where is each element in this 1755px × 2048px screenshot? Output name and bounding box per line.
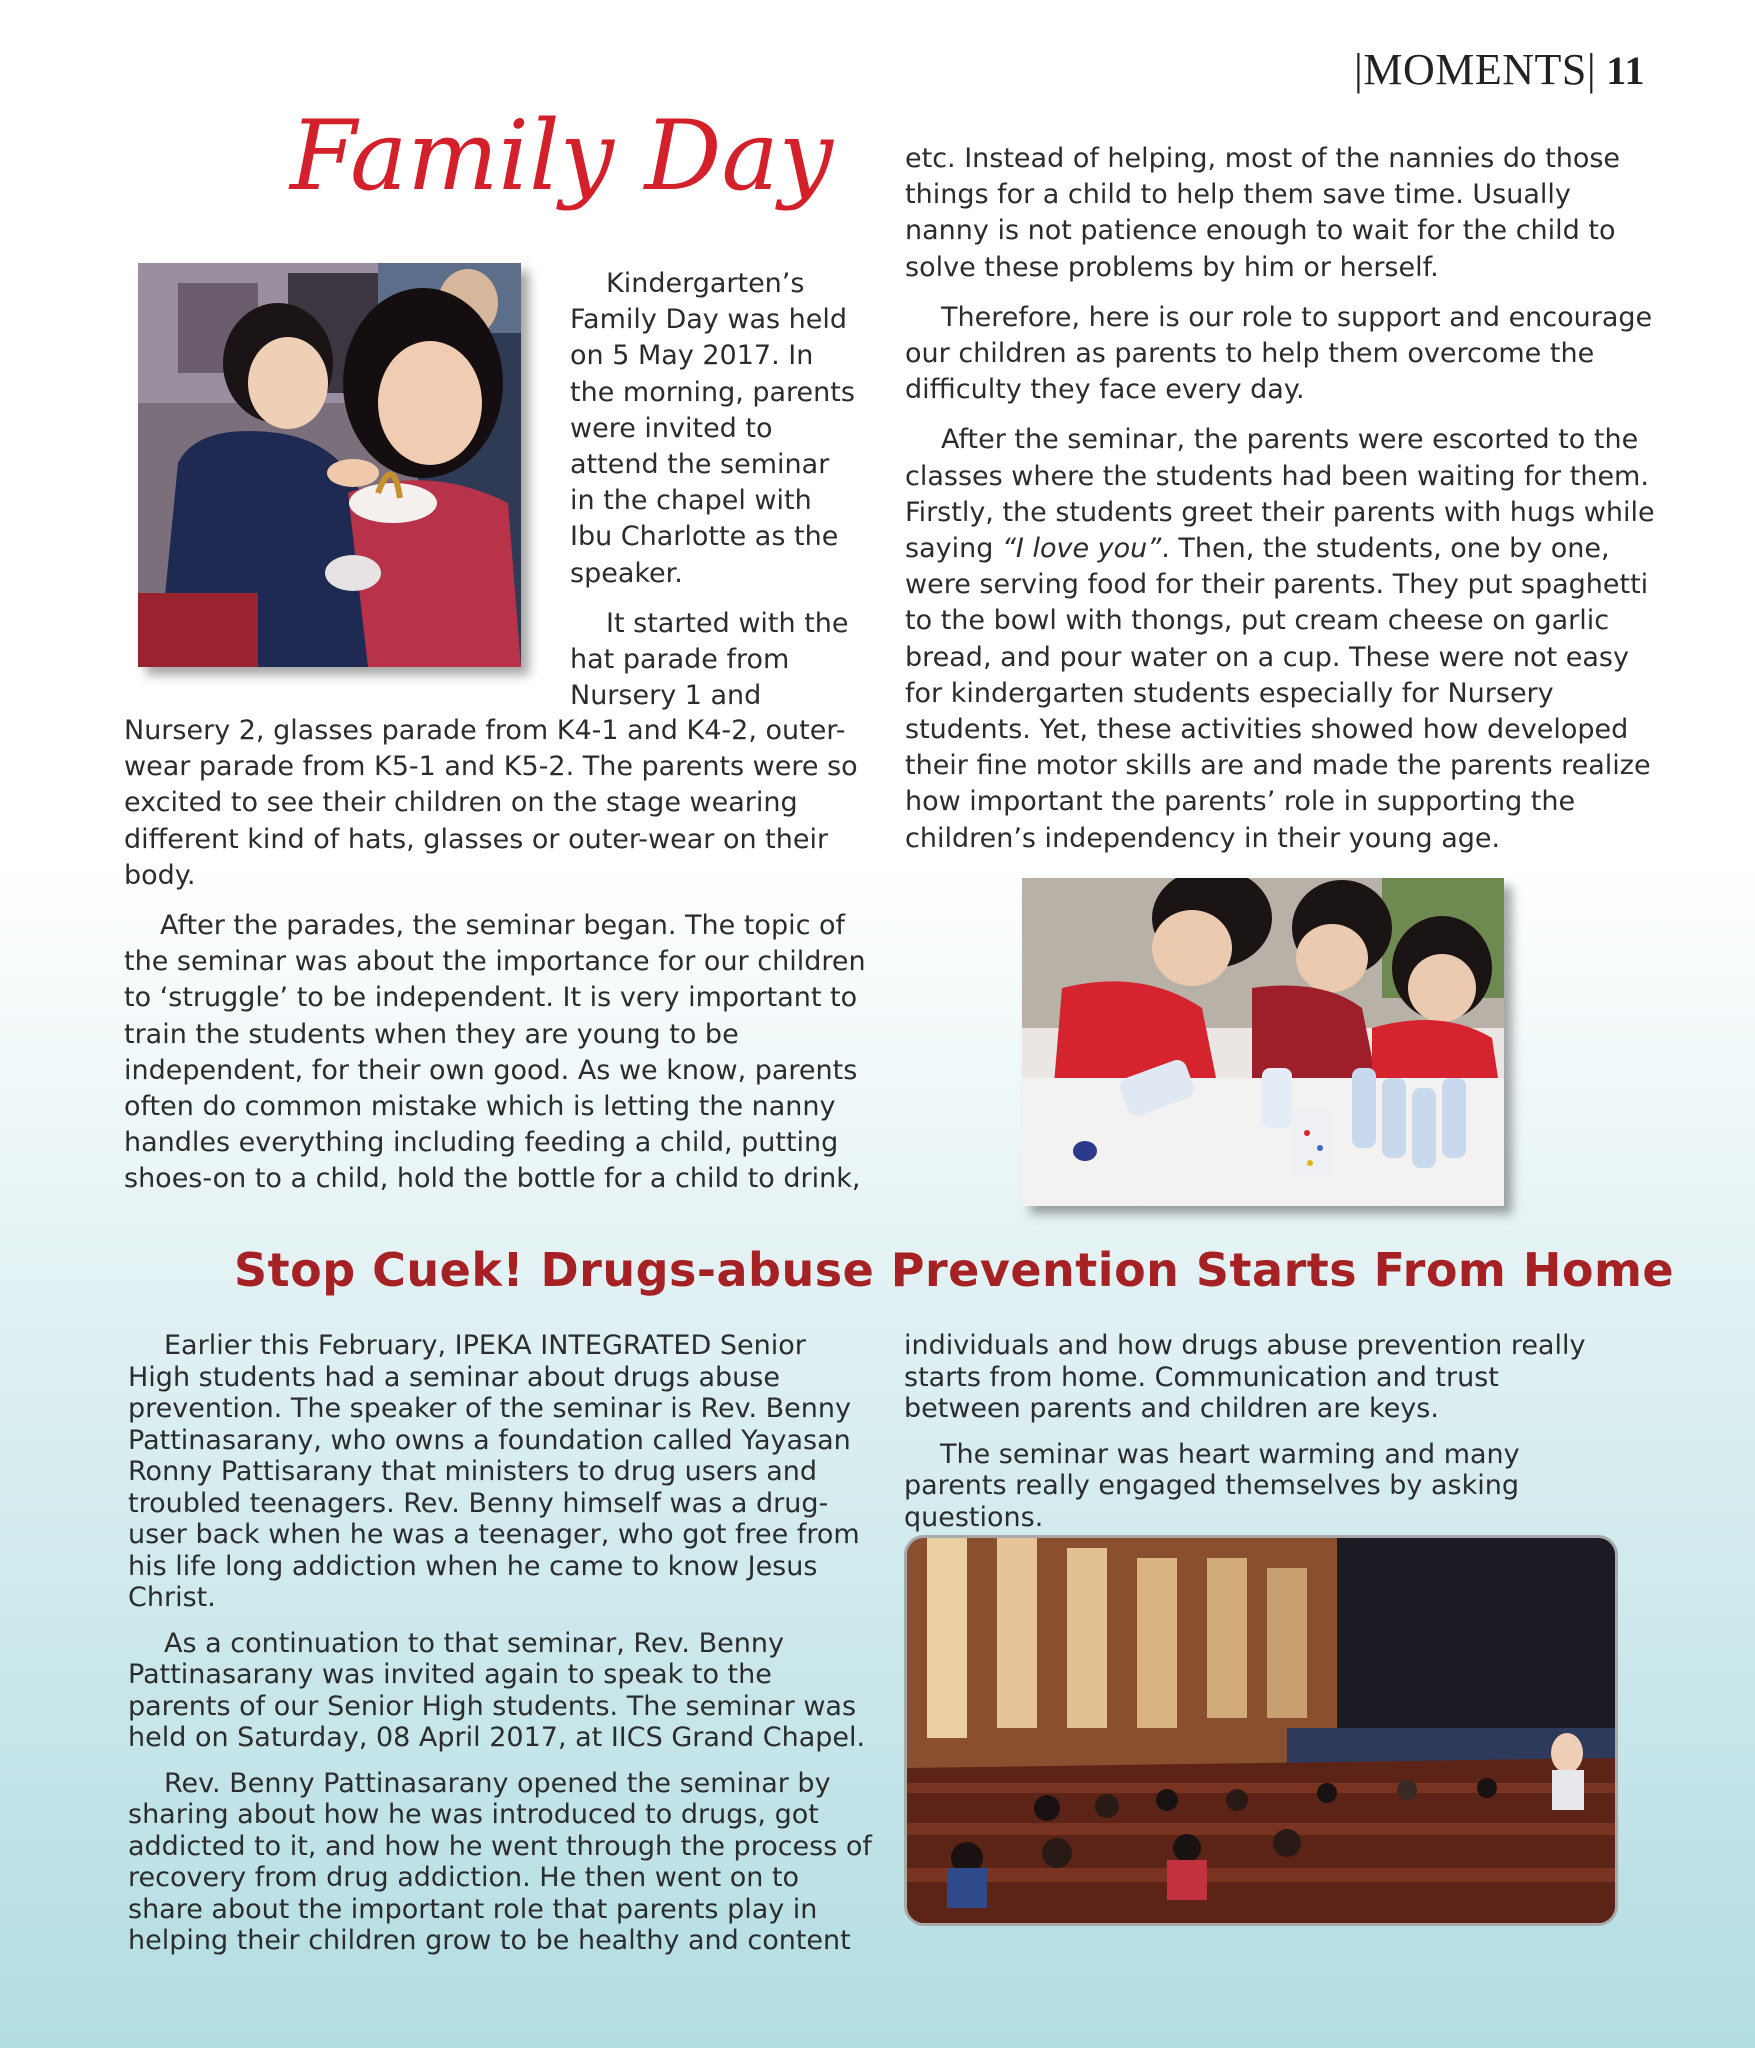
stop-cuek-paragraph-3: Rev. Benny Pattinasarany opened the seminar by sharing about how he was introduced to drugs, got addicted to it, and how he went through the process of recovery from drug addiction. He then went on to share about the important role that parents play in helping their children grow to be healthy and content <box>128 1767 872 1956</box>
header-bar: | <box>1354 45 1364 94</box>
photo-child-feeding-parent <box>138 263 521 667</box>
photo-chapel-seminar-image <box>907 1538 1615 1923</box>
family-day-intro-column <box>570 266 862 714</box>
photo-child-feeding-parent-image <box>138 263 521 667</box>
paragraph-6-text-a: After the seminar, the parents were escorted to the classes where the students had been waiting for them. Firstly, the students greet their parents with hugs while saying <box>905 424 1655 565</box>
section-name: MOMENTS <box>1363 45 1587 94</box>
i-love-you-quote: “I love you” <box>1001 533 1162 565</box>
header-bar: | <box>1586 45 1597 94</box>
stop-cuek-left-column <box>128 1330 873 1957</box>
stop-cuek-right-column <box>904 1330 1624 1533</box>
family-day-title: Family Day <box>290 100 833 212</box>
photo-kids-pouring-water-image <box>1022 878 1504 1206</box>
family-day-paragraph-3: After the parades, the seminar began. The topic of the seminar was about the importance for our children to ‘struggle’ to be independent. It is very important to train the students when they are young to be independent, for their own good. As we know, parents often do common mistake which is letting the nanny handles everything including feeding a child, putting shoes-on to a child, hold the bottle for a child to drink, <box>124 910 866 1195</box>
family-day-paragraph-5: Therefore, here is our role to support and encourage our children as parents to help them overcome the difficulty they face every day. <box>905 301 1653 406</box>
family-day-paragraph-2-start: It started with the hat parade from Nursery 1 and <box>570 607 849 712</box>
family-day-right-column <box>905 141 1657 857</box>
stop-cuek-title: Stop Cuek! Drugs-abuse Prevention Starts From Home <box>234 1243 1675 1297</box>
stop-cuek-paragraph-4: The seminar was heart warming and many parents really engaged themselves by asking questions. <box>904 1438 1520 1533</box>
page-number: 11 <box>1606 48 1645 93</box>
stop-cuek-paragraph-1: Earlier this February, IPEKA INTEGRATED Senior High students had a seminar about drugs abuse prevention. The speaker of the seminar is Rev. Benny Pattinasarany, who owns a foundation called Yayasan Ronny Pattisarany that ministers to drug users and troubled teenagers. Rev. Benny himself was a drug-user back when he was a teenager, who got free from his life long addiction when he came to know Jesus Christ. <box>128 1330 860 1613</box>
family-day-paragraph-4: etc. Instead of helping, most of the nannies do those things for a child to help them save time. Usually nanny is not patience enough to wait for the child to solve these problems by him or herself. <box>905 143 1621 283</box>
photo-chapel-seminar <box>904 1535 1618 1926</box>
stop-cuek-paragraph-2: As a continuation to that seminar, Rev. Benny Pattinasarany was invited again to speak to the parents of our Senior High students. The seminar was held on Saturday, 08 April 2017, at IICS Grand Chapel. <box>128 1627 866 1753</box>
family-day-paragraph-6 <box>905 422 1657 856</box>
stop-cuek-paragraph-3-cont: individuals and how drugs abuse prevention really starts from home. Communication and trust between parents and children are keys. <box>904 1330 1586 1424</box>
family-day-left-column <box>124 713 874 1198</box>
photo-kids-pouring-water <box>1022 878 1504 1206</box>
page-header <box>1354 44 1645 95</box>
paragraph-6-text-b: . Then, the students, one by one, were serving food for their parents. They put spaghetti to the bowl with thongs, put cream cheese on garlic bread, and pour water on a cup. These were not easy for kindergarten students especially for Nursery students. Yet, these activities showed how developed their fine motor skills are and made the parents realize how important the parents’ role in supporting the children’s independency in their young age. <box>905 533 1651 854</box>
family-day-paragraph-2-cont: Nursery 2, glasses parade from K4-1 and K4-2, outer-wear parade from K5-1 and K5-2. The parents were so excited to see their children on the stage wearing different kind of hats, glasses or outer-wear on their body. <box>124 715 858 891</box>
family-day-paragraph-1: Kindergarten’s Family Day was held on 5 May 2017. In the morning, parents were invited to attend the seminar in the chapel with Ibu Charlotte as the speaker. <box>570 268 855 589</box>
